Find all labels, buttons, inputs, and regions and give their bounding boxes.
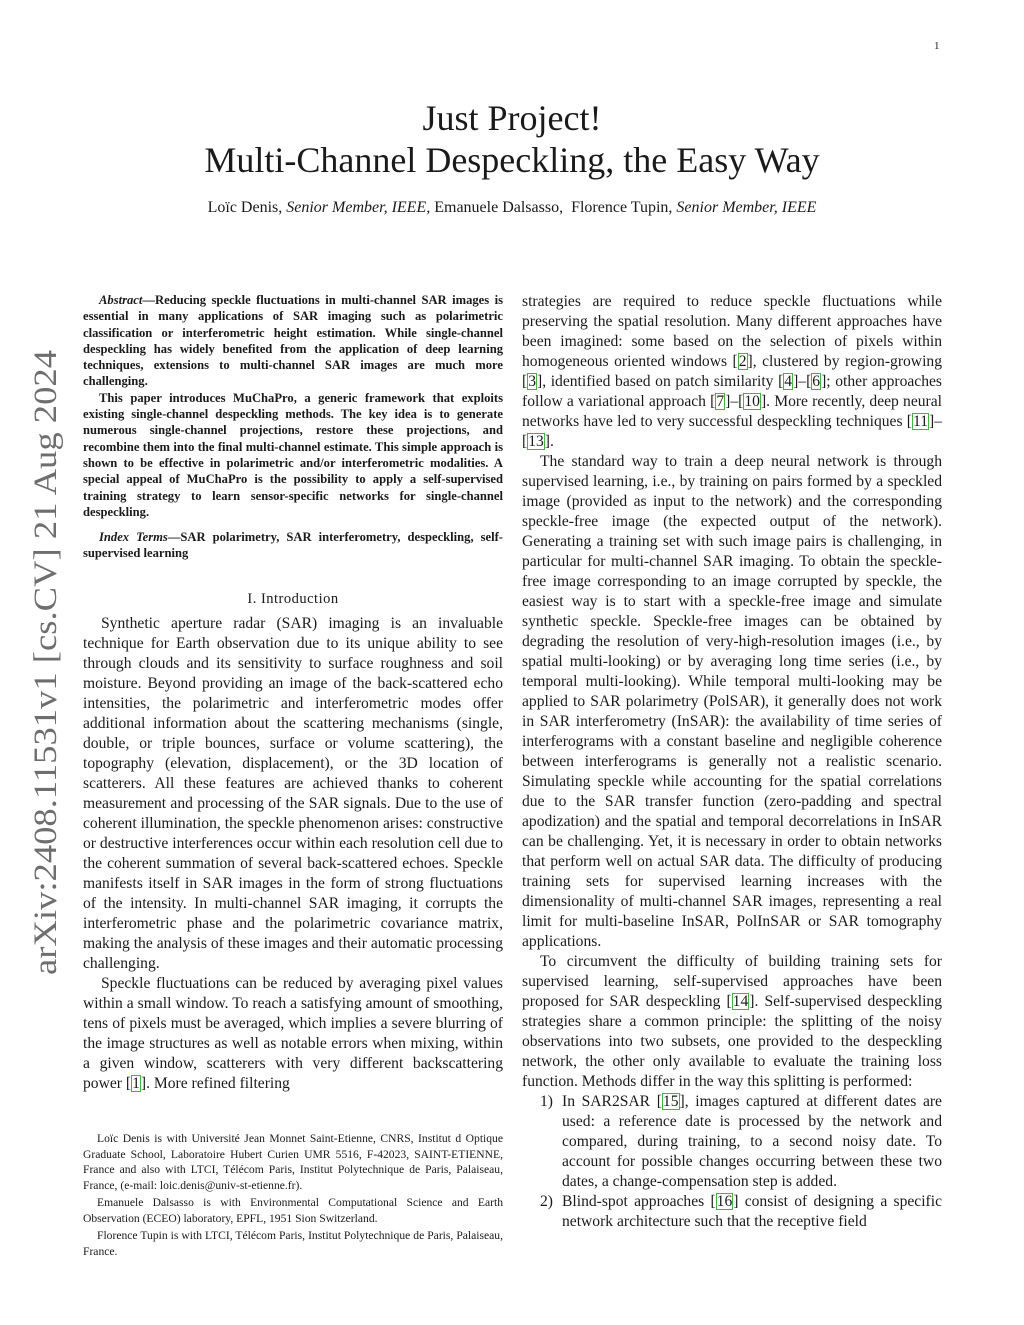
citation-link[interactable]: 13 (528, 433, 544, 450)
citation-link[interactable]: 11 (912, 413, 928, 430)
citation-link[interactable]: 2 (738, 353, 747, 370)
citation-dash: – (934, 413, 942, 430)
abstract-paragraph-2: This paper introduces MuChaPro, a generic framework that exploits existing single-channel despeckling methods. The key idea is to generate numerous single-channel projections, restore these projections, and recombine them into the final multi-channel estimate. This simple approach is shown to be effective in polarimetric and/or interferometric modalities. A special appeal of MuChaPro is the possibility to apply a self-supervised training strategy to learn sensor-specific networks for single-channel despeckling. (83, 390, 503, 519)
abstract-label: Abstract (99, 293, 143, 307)
title-line-2: Multi-Channel Despeckling, the Easy Way (204, 140, 820, 180)
list-item-text-a: In SAR2SAR (562, 1093, 657, 1110)
arxiv-identifier-svg (14, 345, 70, 975)
index-terms-paragraph (83, 529, 503, 562)
index-terms-text: —SAR polarimetry, SAR interferometry, despeckling, self-supervised learning (83, 530, 503, 561)
citation-link[interactable]: 16 (716, 1193, 733, 1210)
citation-link[interactable]: 15 (662, 1093, 679, 1110)
citation-link[interactable]: 6 (812, 373, 821, 390)
author-2: Emanuele Dalsasso, (434, 199, 564, 216)
citation-link[interactable]: 7 (716, 393, 725, 410)
footnote-1: Loïc Denis is with Université Jean Monnet Saint-Etienne, CNRS, Institut d Optique Graduate School, Laboratoire Hubert Curien UMR 5516, F-42023, SAINT-ETIENNE, France and also with LTCI, Télécom Paris, Institut Polytechnique de Paris, Palaiseau, France, (e-mail: loic.denis@univ-st-etienne.fr). (83, 1132, 503, 1192)
right-paragraph-1: strategies are required to reduce speckle fluctuations while preserving the spatial resolution. Many different approaches have been imagined: some based on the selection of pixels within homogeneous oriented windows [2], clustered by region-growing [3], identified based on patch similarity [4]–[6]; other approaches follow a variational approach [7]–[10]. More recently, deep neural networks have led to very successful despeckling techniques [11]–[13]. (522, 293, 942, 450)
left-column (83, 292, 503, 1094)
citation-link[interactable]: 10 (744, 393, 760, 410)
citation-dash: – (798, 373, 807, 390)
footnote-2: Emanuele Dalsasso is with Environmental Computational Science and Earth Observation (ECEO) laboratory, EPFL, 1951 Sion Switzerland. (83, 1196, 503, 1225)
paper-title (0, 97, 1024, 181)
footnote-3: Florence Tupin is with LTCI, Télécom Paris, Institut Polytechnique de Paris, Palaiseau, France. (83, 1229, 503, 1258)
author-footnotes (83, 1131, 503, 1261)
list-item-text-b: consist of designing a specific network architecture such that the receptive field (562, 1193, 942, 1230)
right-p1-text-b: , clustered by region-growing (752, 353, 942, 370)
author-1: Loïc Denis, (207, 199, 283, 216)
intro-paragraph-1: Synthetic aperture radar (SAR) imaging is an invaluable technique for Earth observation due to its unique ability to see through clouds and its sensitivity to surface roughness and soil moisture. Beyond providing an image of the back-scattered echo intensities, the polarimetric and interferometric modes offer additional information about the scattering mechanisms (single, double, or triple bounces, surface or volume scattering), the topography (elevation, displacement), or the 3D location of scatterers. All these features are achieved thanks to coherent measurement and processing of the SAR signals. Due to the use of coherent illumination, the speckle phenomenon arises: constructive or destructive interferences occur within each resolution cell due to the coherent summation of several back-scattered echoes. Speckle manifests itself in SAR images in the form of strong fluctuations of the intensity. In multi-channel SAR imaging, it corrupts the interferometric phase and the polarimetric covariance matrix, making the analysis of these images and their automatic processing challenging. (83, 614, 503, 972)
abstract-text-1: —Reducing speckle fluctuations in multi-channel SAR images is essential in many applications of SAR imaging such as polarimetric classification or interferometric height estimation. While single-channel despeckling has widely benefited from the application of deep learning techniques, extensions to multi-channel SAR images are much more challenging. (83, 293, 503, 389)
list-item-number: 1) (540, 1093, 553, 1110)
right-p3-text-a: To circumvent the difficulty of building training sets for supervised learning, self-supervised approaches have been proposed for SAR despeckling (522, 953, 942, 1010)
author-list (0, 199, 1024, 217)
citation-link[interactable]: 4 (784, 373, 793, 390)
author-1-role: Senior Member, IEEE, (286, 199, 431, 216)
list-item: 1) In SAR2SAR [15], images captured at different dates are used: a reference date is processed by the network and compared, during training, to a second noisy date. To account for possible changes occurring between these two dates, a change-compensation step is added. (540, 1093, 942, 1190)
section-heading-introduction: I. Introduction (247, 590, 339, 607)
right-p3-text-b: . Self-supervised despeckling strategies share a common principle: the splitting of the noisy observations into two subsets, one provided to the despeckling network, the other only available to evaluate the training loss function. Methods differ in the way this splitting is performed: (522, 993, 942, 1090)
citation-link[interactable]: 1 (132, 1074, 140, 1092)
right-paragraph-3: To circumvent the difficulty of building training sets for supervised learning, self-supervised approaches have been proposed for SAR despeckling [14]. Self-supervised despeckling strategies share a common principle: the splitting of the noisy observations into two subsets, one provided to the despeckling network, the other only available to evaluate the training loss function. Methods differ in the way this splitting is performed: (522, 953, 942, 1090)
page-number: 1 (934, 40, 940, 52)
citation-link[interactable]: 14 (732, 993, 749, 1010)
intro-p2-text-a: Speckle fluctuations can be reduced by averaging pixel values within a small window. To reach a satisfying amount of smoothing, tens of pixels must be averaged, which implies a severe blurring of the image structures as well as notable errors when mixing, within a given window, scatterers with very different backscattering power (83, 974, 503, 1092)
index-terms-label: Index Terms (99, 530, 168, 545)
right-p1-text-f: . (550, 433, 554, 450)
index-terms (83, 529, 503, 562)
list-item-number: 2) (540, 1193, 553, 1210)
right-column (522, 292, 942, 1232)
citation-link[interactable]: 3 (528, 373, 536, 390)
list-item-text-b: , images captured at different dates are used: a reference date is processed by the network and compared, during training, to a second noisy date. To account for possible changes occurring between these two dates, a change-compensation step is added. (562, 1093, 942, 1190)
right-p1-text-a: strategies are required to reduce speckle fluctuations while preserving the spatial resolution. Many different approaches have been imagined: some based on the selection of pixels within homogeneous oriented windows (522, 293, 942, 370)
splitting-methods-list (522, 1092, 942, 1232)
arxiv-identifier (14, 345, 70, 975)
right-p1-text-d: ; other approaches follow a variational approach (522, 373, 942, 410)
intro-paragraph-2: Speckle fluctuations can be reduced by averaging pixel values within a small window. To reach a satisfying amount of smoothing, tens of pixels must be averaged, which implies a severe blurring of the image structures as well as notable errors when mixing, within a given window, scatterers with very different backscattering power [1]. More refined filtering (83, 974, 503, 1092)
citation-dash: – (730, 393, 739, 410)
abstract (83, 292, 503, 520)
right-paragraph-2: The standard way to train a deep neural network is through supervised learning, i.e., by training on pairs formed by a speckled image (provided as input to the network) and the corresponding speckle-free image (the expected output of the network). Generating a training set with such image pairs is challenging, in particular for multi-channel SAR imaging. To obtain the speckle-free image corresponding to an image corrupted by speckle, the easiest way is to start with a speckle-free image and simulate synthetic speckle. Speckle-free images can be obtained by degrading the resolution of very-high-resolution images (i.e., by spatial multi-looking) or by averaging long time series (i.e., by temporal multi-looking). While temporal multi-looking may be applied to SAR polarimetry (PolSAR), it generally does not work in SAR interferometry (InSAR): the availability of time series of interferograms with a constant baseline and negligible coherence between interferograms is generally not a realistic scenario. Simulating speckle while accounting for the spatial correlations due to the SAR transfer function (zero-padding and spectral apodization) and the spatial and temporal decorrelations in InSAR can be challenging. Yet, it is necessary in order to obtain networks that perform well on actual SAR data. The difficulty of producing training sets for supervised learning increases with the dimensionality of multi-channel SAR images, representing a real limit for multi-baseline InSAR, PolInSAR or SAR tomography applications. (522, 453, 942, 950)
author-3-role: Senior Member, IEEE (676, 199, 817, 216)
arxiv-identifier-text: arXiv:2408.11531v1 [cs.CV] 21 Aug 2024 (28, 411, 64, 975)
right-p1-text-c: , identified based on patch similarity (542, 373, 779, 390)
list-item: 2) Blind-spot approaches [16] consist of designing a specific network architecture such that the receptive field (540, 1193, 942, 1230)
list-item-text-a: Blind-spot approaches (562, 1193, 711, 1210)
title-line-1: Just Project! (422, 98, 602, 138)
intro-p2-text-b: . More refined filtering (146, 1074, 290, 1092)
author-3: Florence Tupin, (571, 199, 673, 216)
abstract-paragraph-1 (83, 292, 503, 390)
right-p1-text-e: . More recently, deep neural networks have led to very successful despeckling techniques (522, 393, 942, 430)
